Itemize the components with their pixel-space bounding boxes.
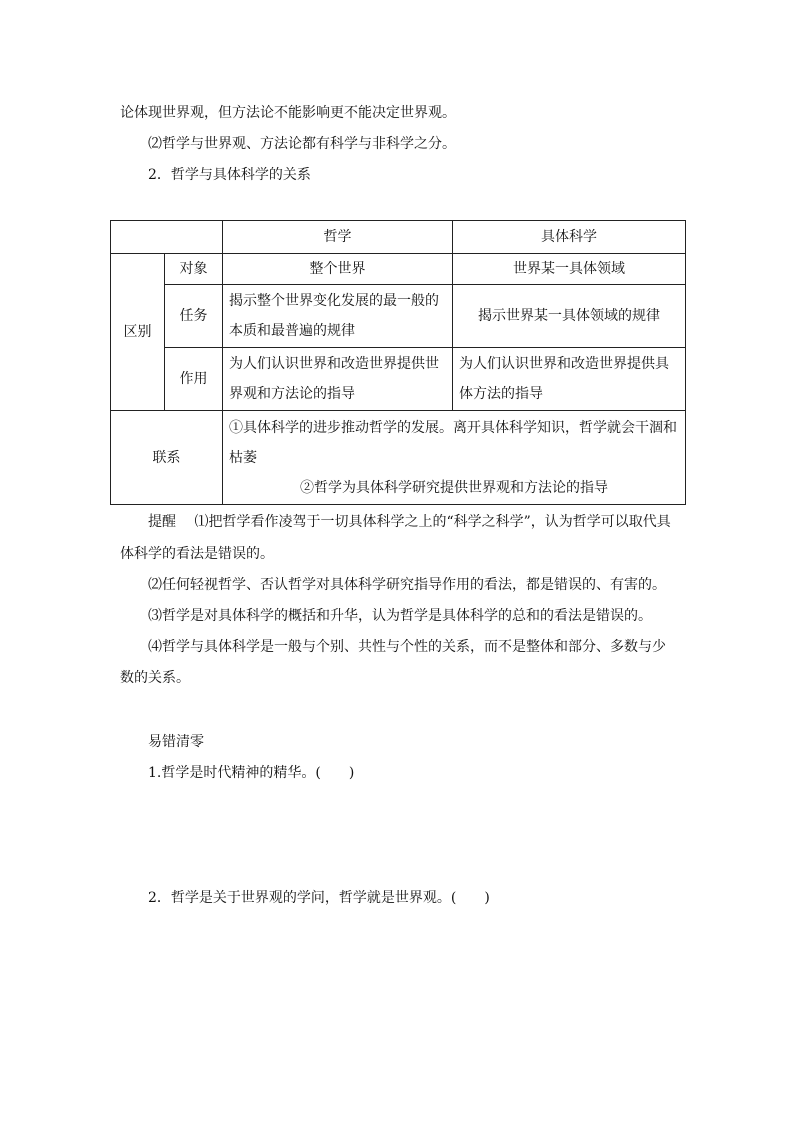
reminder-p1-a: ⑴把哲学看作凌驾于一切具体科学之上的“科学之科学”，认为哲学可以取代具: [194, 514, 671, 530]
reminder-p4-b: 数的关系。: [120, 670, 190, 686]
reminder-line-1: [148, 512, 671, 532]
link-text-2: ②哲学为具体科学研究提供世界观和方法论的指导: [300, 479, 608, 496]
reminder-p3: ⑶哲学是对具体科学的概括和升华，认为哲学是具体科学的总和的看法是错误的。: [148, 608, 652, 624]
header-empty-cell: [111, 221, 223, 254]
row-label: 对象: [165, 254, 223, 285]
quiz-question-1: 1.哲学是时代精神的精华。( ): [148, 765, 355, 781]
science-cell: 世界某一具体领域: [453, 254, 686, 285]
intro-line-1: 论体现世界观，但方法论不能影响更不能决定世界观。: [120, 105, 456, 121]
quiz-question-2: 2．哲学是关于世界观的学问，哲学就是世界观。( ): [148, 890, 490, 906]
table-row-link: [111, 411, 686, 505]
table-row: [111, 254, 686, 285]
table-header-row: [111, 221, 686, 254]
science-cell: 为人们认识世界和改造世界提供具体方法的指导: [453, 348, 686, 411]
comparison-table: [110, 220, 686, 505]
reminder-p4-a: ⑷哲学与具体科学是一般与个别、共性与个性的关系，而不是整体和部分、多数与少: [148, 639, 666, 655]
reminder-p1-b: 体科学的看法是错误的。: [120, 546, 274, 562]
row-label: 任务: [165, 285, 223, 348]
row-label: 作用: [165, 348, 223, 411]
science-cell: 揭示世界某一具体领域的规律: [453, 285, 686, 348]
philosophy-cell: 整个世界: [223, 254, 453, 285]
table-row: [111, 348, 686, 411]
link-label: 联系: [111, 411, 223, 505]
table-row: [111, 285, 686, 348]
link-text-1: ①具体科学的进步推动哲学的发展。离开具体科学知识，哲学就会干涸和枯萎: [229, 419, 677, 466]
reminder-p2: ⑵任何轻视哲学、否认哲学对具体科学研究指导作用的看法，都是错误的、有害的。: [148, 577, 666, 593]
philosophy-cell: 揭示整个世界变化发展的最一般的本质和最普遍的规律: [223, 285, 453, 348]
header-specific-science: 具体科学: [453, 221, 686, 254]
quiz-heading: 易错清零: [148, 734, 204, 750]
link-cell: [223, 411, 686, 505]
philosophy-cell: 为人们认识世界和改造世界提供世界观和方法论的指导: [223, 348, 453, 411]
header-philosophy: 哲学: [223, 221, 453, 254]
intro-line-2: ⑵哲学与世界观、方法论都有科学与非科学之分。: [148, 136, 456, 152]
reminder-title: 提醒: [148, 514, 176, 530]
group-label-difference: 区别: [111, 254, 165, 411]
section-heading: 2．哲学与具体科学的关系: [148, 167, 311, 183]
